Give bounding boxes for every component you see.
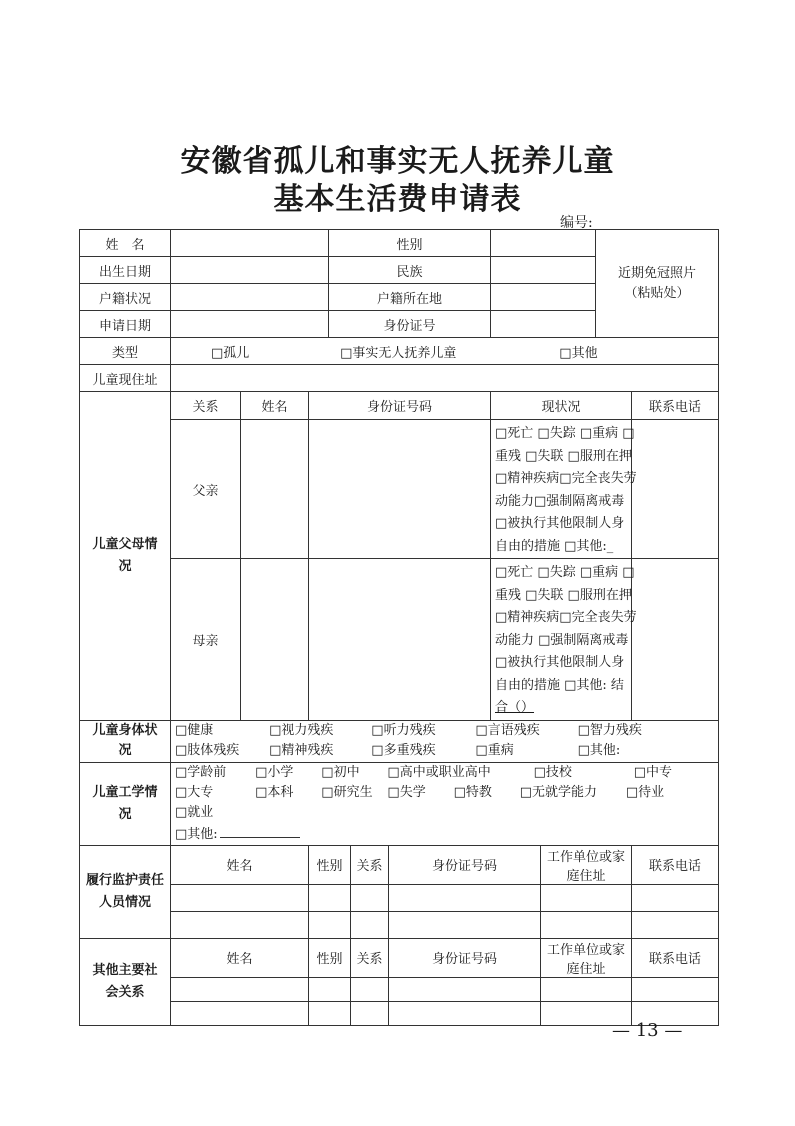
guardian-header-gender: 性别 (309, 845, 351, 884)
father-status-line[interactable]: 重残 □失联 □服刑在押 (495, 448, 632, 464)
photo-area[interactable]: 近期免冠照片（粘贴处） (596, 230, 719, 338)
application-form-table (79, 229, 719, 1026)
label-address: 儿童现住址 (80, 365, 171, 392)
parents-header-relation: 关系 (171, 392, 241, 420)
label-type: 类型 (80, 338, 171, 365)
study-option[interactable]: □就业 (175, 804, 214, 820)
mother-status-line[interactable]: 自由的措施 □其他: 结 (495, 677, 624, 693)
father-status-line[interactable]: 自由的措施 □其他:_ (495, 538, 614, 554)
father-status-line[interactable]: □被执行其他限制人身 (495, 516, 625, 531)
mother-status-line[interactable]: 重残 □失联 □服刑在押 (495, 587, 632, 603)
health-option[interactable]: □视力残疾 (269, 723, 334, 738)
label-birth: 出生日期 (80, 257, 171, 284)
label-study: 儿童工学情况 (80, 762, 171, 845)
guardian-cell[interactable] (309, 884, 351, 911)
study-option[interactable]: □其他: (175, 826, 218, 842)
study-option[interactable]: □中专 (633, 764, 672, 780)
label-health: 儿童身体状况 (80, 720, 171, 762)
parents-header-id: 身份证号码 (309, 392, 491, 420)
value-gender[interactable] (491, 230, 596, 257)
guardian-cell[interactable] (171, 911, 309, 938)
parents-header-phone: 联系电话 (632, 392, 719, 420)
health-option[interactable]: □重病 (475, 743, 514, 758)
social-cell[interactable] (309, 1001, 351, 1025)
mother-status-line[interactable]: 合（） (495, 700, 535, 715)
guardian-cell[interactable] (389, 911, 541, 938)
mother-name[interactable] (241, 559, 309, 721)
value-hukou[interactable] (171, 284, 329, 311)
social-cell[interactable] (632, 977, 719, 1001)
social-cell[interactable] (389, 977, 541, 1001)
father-status (491, 420, 637, 559)
father-label: 父亲 (171, 420, 241, 559)
mother-status-line[interactable]: 动能力 □强制隔离戒毒 (495, 632, 629, 648)
mother-phone[interactable] (632, 559, 719, 721)
father-status-line[interactable]: □死亡 □失踪 □重病 □ (495, 426, 635, 441)
father-phone[interactable] (632, 420, 719, 559)
study-option[interactable]: □技校 (533, 764, 572, 780)
social-cell[interactable] (309, 977, 351, 1001)
study-option[interactable]: □初中 (321, 764, 360, 780)
study-option[interactable]: □大专 (175, 784, 214, 800)
health-option[interactable]: □肢体残疾 (175, 743, 240, 758)
value-name[interactable] (171, 230, 329, 257)
form-title-line1: 安徽省孤儿和事实无人抚养儿童 (180, 144, 615, 179)
health-option[interactable]: □言语残疾 (475, 723, 540, 738)
mother-id[interactable] (309, 559, 491, 721)
value-ethnic[interactable] (491, 257, 596, 284)
study-option[interactable]: □无就学能力 (519, 784, 597, 800)
parents-header-name: 姓名 (241, 392, 309, 420)
mother-status (491, 559, 637, 721)
social-header-phone: 联系电话 (632, 938, 719, 977)
study-option[interactable]: □高中或职业高中 (387, 764, 491, 780)
mother-status-line[interactable]: □被执行其他限制人身 (495, 655, 625, 670)
father-status-line[interactable]: 动能力□强制隔离戒毒 (495, 493, 625, 509)
social-cell[interactable] (351, 977, 389, 1001)
health-option[interactable]: □多重残疾 (371, 743, 436, 758)
value-birth[interactable] (171, 257, 329, 284)
value-apply-date[interactable] (171, 311, 329, 338)
value-address[interactable] (171, 365, 719, 392)
social-cell[interactable] (171, 1001, 309, 1025)
social-cell[interactable] (171, 977, 309, 1001)
label-hukou-location: 户籍所在地 (329, 284, 491, 311)
type-option-other[interactable]: □其他 (559, 345, 598, 361)
label-social: 其他主要社会关系 (80, 938, 171, 1025)
mother-status-line[interactable]: □死亡 □失踪 □重病 □ (495, 565, 635, 580)
guardian-header-address: 工作单位或家庭住址 (541, 845, 632, 884)
value-id-number[interactable] (491, 311, 596, 338)
value-hukou-location[interactable] (491, 284, 596, 311)
father-id[interactable] (309, 420, 491, 559)
guardian-cell[interactable] (632, 884, 719, 911)
type-option-de-facto[interactable]: □事实无人抚养儿童 (340, 345, 457, 361)
study-option[interactable]: □待业 (625, 784, 665, 800)
label-id-number: 身份证号 (329, 311, 491, 338)
page-number: — 13 — (612, 1020, 683, 1041)
social-cell[interactable] (351, 1001, 389, 1025)
study-option[interactable]: □研究生 (321, 784, 373, 800)
study-option[interactable]: □小学 (255, 764, 294, 780)
label-name: 姓 名 (80, 230, 171, 257)
label-apply-date: 申请日期 (80, 311, 171, 338)
father-status-line[interactable]: □精神疾病□完全丧失劳 (495, 471, 637, 486)
study-option[interactable]: □本科 (255, 784, 294, 800)
study-options (171, 762, 719, 845)
serial-number-label: 编号: (560, 215, 593, 231)
type-options (171, 338, 719, 365)
guardian-cell[interactable] (351, 884, 389, 911)
guardian-cell[interactable] (171, 884, 309, 911)
father-name[interactable] (241, 420, 309, 559)
label-gender: 性别 (329, 230, 491, 257)
health-options (171, 720, 719, 762)
social-header-address: 工作单位或家庭住址 (541, 938, 632, 977)
study-other-blank[interactable] (220, 823, 300, 838)
health-option[interactable]: □健康 (175, 723, 214, 738)
label-parents: 儿童父母情况 (80, 392, 171, 721)
type-option-orphan[interactable]: □孤儿 (211, 345, 250, 361)
guardian-cell[interactable] (309, 911, 351, 938)
study-option[interactable]: □失学 (387, 784, 426, 800)
health-option[interactable]: □听力残疾 (371, 723, 436, 738)
guardian-header-name: 姓名 (171, 845, 309, 884)
health-option[interactable]: □其他: (577, 743, 621, 758)
mother-status-line[interactable]: □精神疾病□完全丧失劳 (495, 610, 637, 625)
guardian-cell[interactable] (541, 911, 632, 938)
social-cell[interactable] (389, 1001, 541, 1025)
label-ethnic: 民族 (329, 257, 491, 284)
social-cell[interactable] (541, 977, 632, 1001)
guardian-header-id: 身份证号码 (389, 845, 541, 884)
mother-label: 母亲 (171, 559, 241, 721)
guardian-cell[interactable] (389, 884, 541, 911)
guardian-cell[interactable] (632, 911, 719, 938)
social-header-gender: 性别 (309, 938, 351, 977)
social-header-name: 姓名 (171, 938, 309, 977)
guardian-header-phone: 联系电话 (632, 845, 719, 884)
study-option[interactable]: □特教 (453, 784, 492, 800)
social-header-id: 身份证号码 (389, 938, 541, 977)
study-option[interactable]: □学龄前 (175, 764, 227, 780)
social-header-relation: 关系 (351, 938, 389, 977)
form-title-line2: 基本生活费申请表 (273, 182, 522, 217)
guardian-cell[interactable] (541, 884, 632, 911)
guardian-cell[interactable] (351, 911, 389, 938)
health-option[interactable]: □智力残疾 (577, 723, 642, 738)
label-hukou: 户籍状况 (80, 284, 171, 311)
guardian-header-relation: 关系 (351, 845, 389, 884)
parents-header-status: 现状况 (491, 392, 632, 420)
label-guardian: 履行监护责任人员情况 (80, 845, 171, 938)
health-option[interactable]: □精神残疾 (269, 743, 334, 758)
